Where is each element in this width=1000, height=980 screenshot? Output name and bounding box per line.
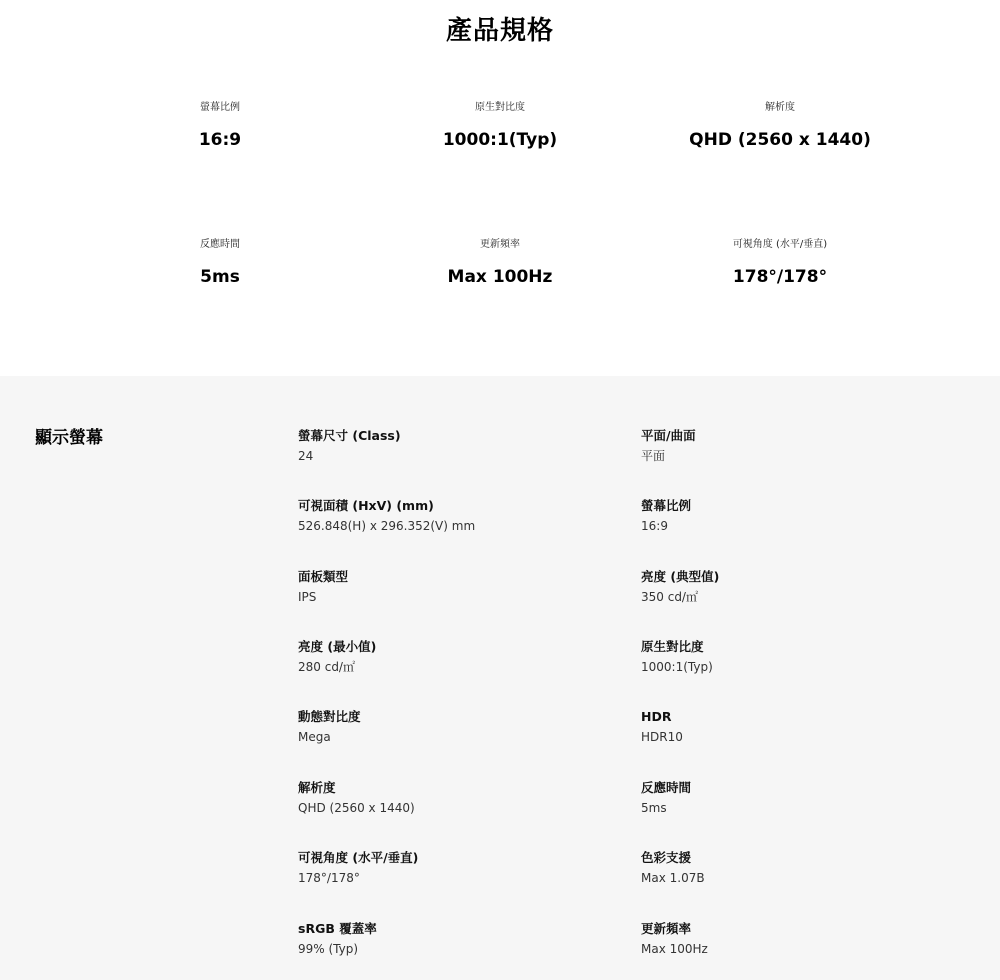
highlight-refresh-rate — [360, 238, 640, 287]
spec-item-brightness-typical — [641, 568, 961, 606]
highlight-value: Max 100Hz — [447, 267, 553, 287]
spec-label: 可視角度 (水平/垂直) — [298, 850, 419, 865]
highlight-label: 可視角度 (水平/垂直) — [732, 239, 828, 250]
spec-label: 更新頻率 — [641, 921, 692, 936]
spec-item-brightness-min — [298, 638, 618, 676]
spec-label: 反應時間 — [641, 780, 692, 795]
spec-item-aspect-ratio — [641, 497, 961, 535]
spec-value: IPS — [298, 590, 317, 604]
spec-item-flat-curved — [641, 427, 961, 465]
highlight-label: 更新頻率 — [480, 239, 520, 250]
highlight-value: 1000:1(Typ) — [442, 130, 558, 150]
spec-label: 色彩支援 — [641, 850, 692, 865]
spec-label: 原生對比度 — [641, 639, 704, 654]
spec-item-srgb-coverage — [298, 920, 618, 958]
spec-label: 解析度 — [298, 780, 336, 795]
highlight-label: 反應時間 — [200, 239, 240, 250]
highlight-value: 16:9 — [198, 130, 242, 150]
spec-item-screen-size — [298, 427, 618, 465]
spec-label: 動態對比度 — [298, 709, 361, 724]
highlight-response-time — [80, 238, 360, 287]
spec-label: 面板類型 — [298, 569, 349, 584]
spec-value: 178°/178° — [298, 871, 360, 885]
spec-value: 16:9 — [641, 519, 668, 533]
spec-item-resolution — [298, 779, 618, 817]
spec-item-contrast-ratio — [641, 638, 961, 676]
spec-value: 526.848(H) x 296.352(V) mm — [298, 519, 476, 533]
highlight-label: 解析度 — [765, 102, 795, 113]
spec-label: HDR — [641, 709, 672, 724]
highlight-value: 5ms — [200, 267, 240, 287]
spec-value: 24 — [298, 449, 314, 463]
spec-value: 平面 — [641, 449, 666, 463]
highlight-value: QHD (2560 x 1440) — [689, 130, 871, 150]
spec-value: Max 1.07B — [641, 871, 705, 885]
highlight-contrast-ratio — [360, 101, 640, 150]
spec-label: 螢幕比例 — [641, 498, 692, 513]
spec-value: Max 100Hz — [641, 942, 708, 956]
spec-label: 平面/曲面 — [641, 428, 696, 443]
page-title: 產品規格 — [445, 16, 554, 46]
spec-label: sRGB 覆蓋率 — [298, 921, 377, 936]
highlight-resolution — [640, 101, 920, 150]
spec-highlights-section — [0, 0, 1000, 376]
display-spec-section — [0, 376, 1000, 980]
spec-value: QHD (2560 x 1440) — [298, 801, 415, 815]
spec-value: Mega — [298, 730, 331, 744]
highlight-label: 螢幕比例 — [200, 102, 240, 113]
spec-item-refresh-rate — [641, 920, 961, 958]
highlight-aspect-ratio — [80, 101, 360, 150]
spec-value: 280 cd/㎡ — [298, 660, 355, 674]
spec-value: HDR10 — [641, 730, 683, 744]
spec-item-viewing-angle — [298, 849, 618, 887]
section-title: 顯示螢幕 — [35, 428, 103, 448]
highlight-value: 178°/178° — [732, 267, 828, 287]
spec-value: 99% (Typ) — [298, 942, 359, 956]
spec-item-response-time — [641, 779, 961, 817]
spec-item-dynamic-contrast — [298, 708, 618, 746]
spec-value: 1000:1(Typ) — [641, 660, 713, 674]
spec-item-color-support — [641, 849, 961, 887]
spec-label: 亮度 (典型值) — [641, 569, 720, 584]
spec-label: 亮度 (最小值) — [298, 639, 377, 654]
spec-item-active-area — [298, 497, 618, 535]
spec-item-hdr — [641, 708, 961, 746]
spec-value: 350 cd/㎡ — [641, 590, 698, 604]
highlight-label: 原生對比度 — [475, 102, 525, 113]
spec-item-panel-type — [298, 568, 618, 606]
highlight-viewing-angle — [640, 238, 920, 287]
spec-value: 5ms — [641, 801, 667, 815]
spec-label: 可視面積 (HxV) (mm) — [298, 498, 434, 513]
spec-label: 螢幕尺寸 (Class) — [298, 428, 401, 443]
